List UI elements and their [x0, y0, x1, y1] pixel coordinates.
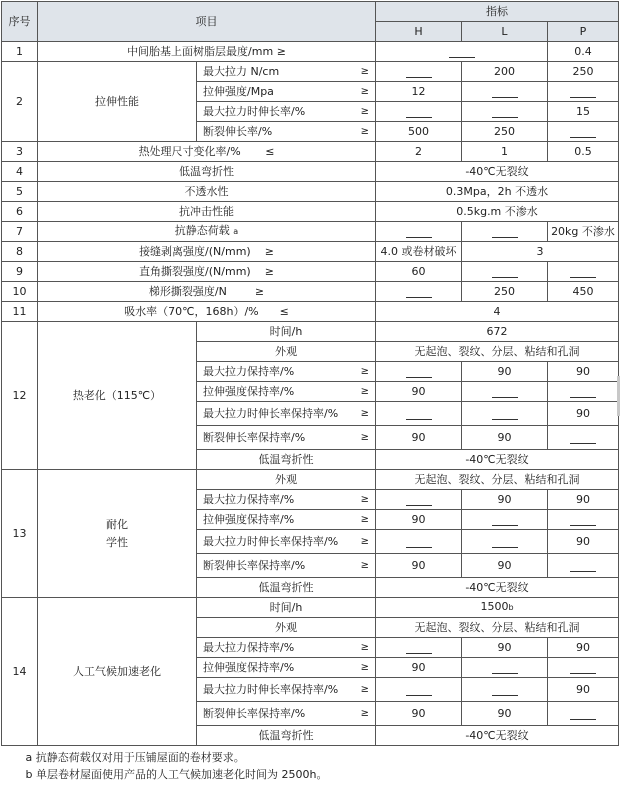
row-label: 最大拉力时伸长率保持率/% ≥: [197, 530, 376, 554]
row-label: 时间/h: [197, 598, 376, 618]
table-row: [2, 62, 619, 82]
value-H: 60: [376, 262, 462, 282]
row-number: 14: [2, 598, 38, 746]
row-number: 5: [2, 182, 38, 202]
value-L: 250: [462, 282, 548, 302]
header-P: P: [548, 22, 619, 42]
value-P: 0.4: [548, 42, 619, 62]
value-P: 0.5: [548, 142, 619, 162]
row-label: 低温弯折性: [197, 450, 376, 470]
row-label: 最大拉力保持率/% ≥: [197, 362, 376, 382]
header-L: L: [462, 22, 548, 42]
value-all: 无起泡、裂纹、分层、粘结和孔洞: [376, 618, 619, 638]
value-L: 1: [462, 142, 548, 162]
value-L: 90: [462, 426, 548, 450]
blank-cell: [462, 262, 548, 282]
header-index: 指标: [376, 2, 619, 22]
row-number: 6: [2, 202, 38, 222]
header-seq: 序号: [2, 2, 38, 42]
blank-cell: [548, 658, 619, 678]
value-P: 90: [548, 530, 619, 554]
value-all: -40℃无裂纹: [376, 450, 619, 470]
value-L: 90: [462, 490, 548, 510]
table-row: [2, 222, 619, 242]
row-label: 时间/h: [197, 322, 376, 342]
row-number: 7: [2, 222, 38, 242]
blank-cell: [548, 82, 619, 102]
row-group-label: 耐化 学性: [38, 470, 197, 598]
value-P: 15: [548, 102, 619, 122]
value-all: 0.5kg.m 不渗水: [376, 202, 619, 222]
value-P: 90: [548, 638, 619, 658]
value-LP: 3: [462, 242, 619, 262]
row-label: 不透水性: [38, 182, 376, 202]
row-label: 直角撕裂强度/(N/mm) ≥: [38, 262, 376, 282]
row-number: 13: [2, 470, 38, 598]
row-label: 最大拉力时伸长率保持率/% ≥: [197, 402, 376, 426]
row-label: 低温弯折性: [197, 578, 376, 598]
value-H: 12: [376, 82, 462, 102]
footnote-b: b 单层卷材屋面使用产品的人工气候加速老化时间为 2500h。: [25, 768, 328, 781]
row-label: 抗静态荷载 a: [38, 222, 376, 242]
table-row: [2, 470, 619, 490]
blank-cell: [376, 402, 462, 426]
table-row: [2, 242, 619, 262]
value-P: 90: [548, 490, 619, 510]
value-all: 0.3Mpa，2h 不透水: [376, 182, 619, 202]
value-L: 90: [462, 362, 548, 382]
table-row: [2, 142, 619, 162]
value-P: 90: [548, 402, 619, 426]
row-label: 外观: [197, 470, 376, 490]
spec-table: [1, 1, 619, 783]
blank-cell: [462, 510, 548, 530]
row-label: 拉伸强度保持率/% ≥: [197, 382, 376, 402]
table-row: [2, 202, 619, 222]
row-label: 热处理尺寸变化率/% ≤: [38, 142, 376, 162]
blank-cell: [548, 426, 619, 450]
value-P: 20kg 不渗水: [548, 222, 619, 242]
blank-cell: [548, 554, 619, 578]
row-label: 接缝剥离强度/(N/mm) ≥: [38, 242, 376, 262]
row-number: 4: [2, 162, 38, 182]
blank-cell: [462, 402, 548, 426]
blank-cell: [376, 42, 548, 62]
value-H: 90: [376, 702, 462, 726]
footnotes: [2, 746, 619, 784]
blank-cell: [376, 102, 462, 122]
table-row: [2, 322, 619, 342]
row-number: 11: [2, 302, 38, 322]
blank-cell: [462, 658, 548, 678]
row-number: 2: [2, 62, 38, 142]
row-label: 拉伸强度保持率/% ≥: [197, 658, 376, 678]
row-label: 抗冲击性能: [38, 202, 376, 222]
blank-cell: [548, 262, 619, 282]
row-label: 低温弯折性: [38, 162, 376, 182]
row-number: 3: [2, 142, 38, 162]
row-number: 1: [2, 42, 38, 62]
row-label: 最大拉力保持率/% ≥: [197, 638, 376, 658]
value-P: 90: [548, 362, 619, 382]
blank-cell: [376, 222, 462, 242]
row-group-label: 人工气候加速老化: [38, 598, 197, 746]
row-label: 梯形撕裂强度/N ≥: [38, 282, 376, 302]
table-row: [2, 262, 619, 282]
row-label: 拉伸强度/Mpa ≥: [197, 82, 376, 102]
footnote-a: a 抗静态荷载仅对用于压铺屋面的卷材要求。: [25, 751, 245, 764]
blank-cell: [462, 678, 548, 702]
row-label: 最大拉力时伸长率保持率/% ≥: [197, 678, 376, 702]
value-H: 90: [376, 510, 462, 530]
table-row: [2, 302, 619, 322]
table-row: [2, 182, 619, 202]
value-H: 4.0 或卷材破坏: [376, 242, 462, 262]
blank-cell: [376, 530, 462, 554]
table-row: [2, 598, 619, 618]
value-L: 90: [462, 638, 548, 658]
blank-cell: [462, 382, 548, 402]
blank-cell: [548, 702, 619, 726]
table-row: [2, 42, 619, 62]
blank-cell: [462, 82, 548, 102]
value-L: 90: [462, 554, 548, 578]
value-H: 90: [376, 554, 462, 578]
value-P: 450: [548, 282, 619, 302]
value-all: -40℃无裂纹: [376, 726, 619, 746]
row-label: 外观: [197, 342, 376, 362]
table-row: [2, 282, 619, 302]
value-all: 无起泡、裂纹、分层、粘结和孔洞: [376, 470, 619, 490]
footnote-row: [2, 746, 619, 784]
blank-cell: [462, 102, 548, 122]
blank-cell: [548, 122, 619, 142]
blank-cell: [376, 678, 462, 702]
header-H: H: [376, 22, 462, 42]
blank-cell: [462, 222, 548, 242]
header-item: 项目: [38, 2, 376, 42]
row-label: 断裂伸长率保持率/% ≥: [197, 702, 376, 726]
blank-cell: [376, 282, 462, 302]
value-L: 200: [462, 62, 548, 82]
row-group-label: 拉伸性能: [38, 62, 197, 142]
row-number: 12: [2, 322, 38, 470]
value-P: 250: [548, 62, 619, 82]
value-H: 2: [376, 142, 462, 162]
blank-cell: [548, 382, 619, 402]
row-label: 断裂伸长率/% ≥: [197, 122, 376, 142]
row-label: 低温弯折性: [197, 726, 376, 746]
row-label: 最大拉力时伸长率/% ≥: [197, 102, 376, 122]
blank-cell: [376, 62, 462, 82]
value-L: 90: [462, 702, 548, 726]
row-label: 断裂伸长率保持率/% ≥: [197, 426, 376, 450]
row-label: 中间胎基上面树脂层最度/mm ≥: [38, 42, 376, 62]
row-label: 最大拉力保持率/% ≥: [197, 490, 376, 510]
value-all: -40℃无裂纹: [376, 578, 619, 598]
row-label: 拉伸强度保持率/% ≥: [197, 510, 376, 530]
row-label: 断裂伸长率保持率/% ≥: [197, 554, 376, 578]
blank-cell: [548, 510, 619, 530]
value-all: 1500b: [376, 598, 619, 618]
value-P: 90: [548, 678, 619, 702]
blank-cell: [376, 638, 462, 658]
value-H: 500: [376, 122, 462, 142]
blank-cell: [376, 490, 462, 510]
table-header-row: [2, 2, 619, 22]
row-group-label: 热老化（115℃）: [38, 322, 197, 470]
blank-cell: [462, 530, 548, 554]
value-H: 90: [376, 382, 462, 402]
value-H: 90: [376, 426, 462, 450]
value-all: 4: [376, 302, 619, 322]
row-label: 吸水率（70℃，168h）/% ≤: [38, 302, 376, 322]
value-all: 无起泡、裂纹、分层、粘结和孔洞: [376, 342, 619, 362]
row-label: 外观: [197, 618, 376, 638]
blank-cell: [376, 362, 462, 382]
table-row: [2, 162, 619, 182]
value-H: 90: [376, 658, 462, 678]
value-L: 250: [462, 122, 548, 142]
row-label: 最大拉力 N/cm ≥: [197, 62, 376, 82]
value-all: 672: [376, 322, 619, 342]
row-number: 10: [2, 282, 38, 302]
row-number: 9: [2, 262, 38, 282]
value-all: -40℃无裂纹: [376, 162, 619, 182]
row-number: 8: [2, 242, 38, 262]
